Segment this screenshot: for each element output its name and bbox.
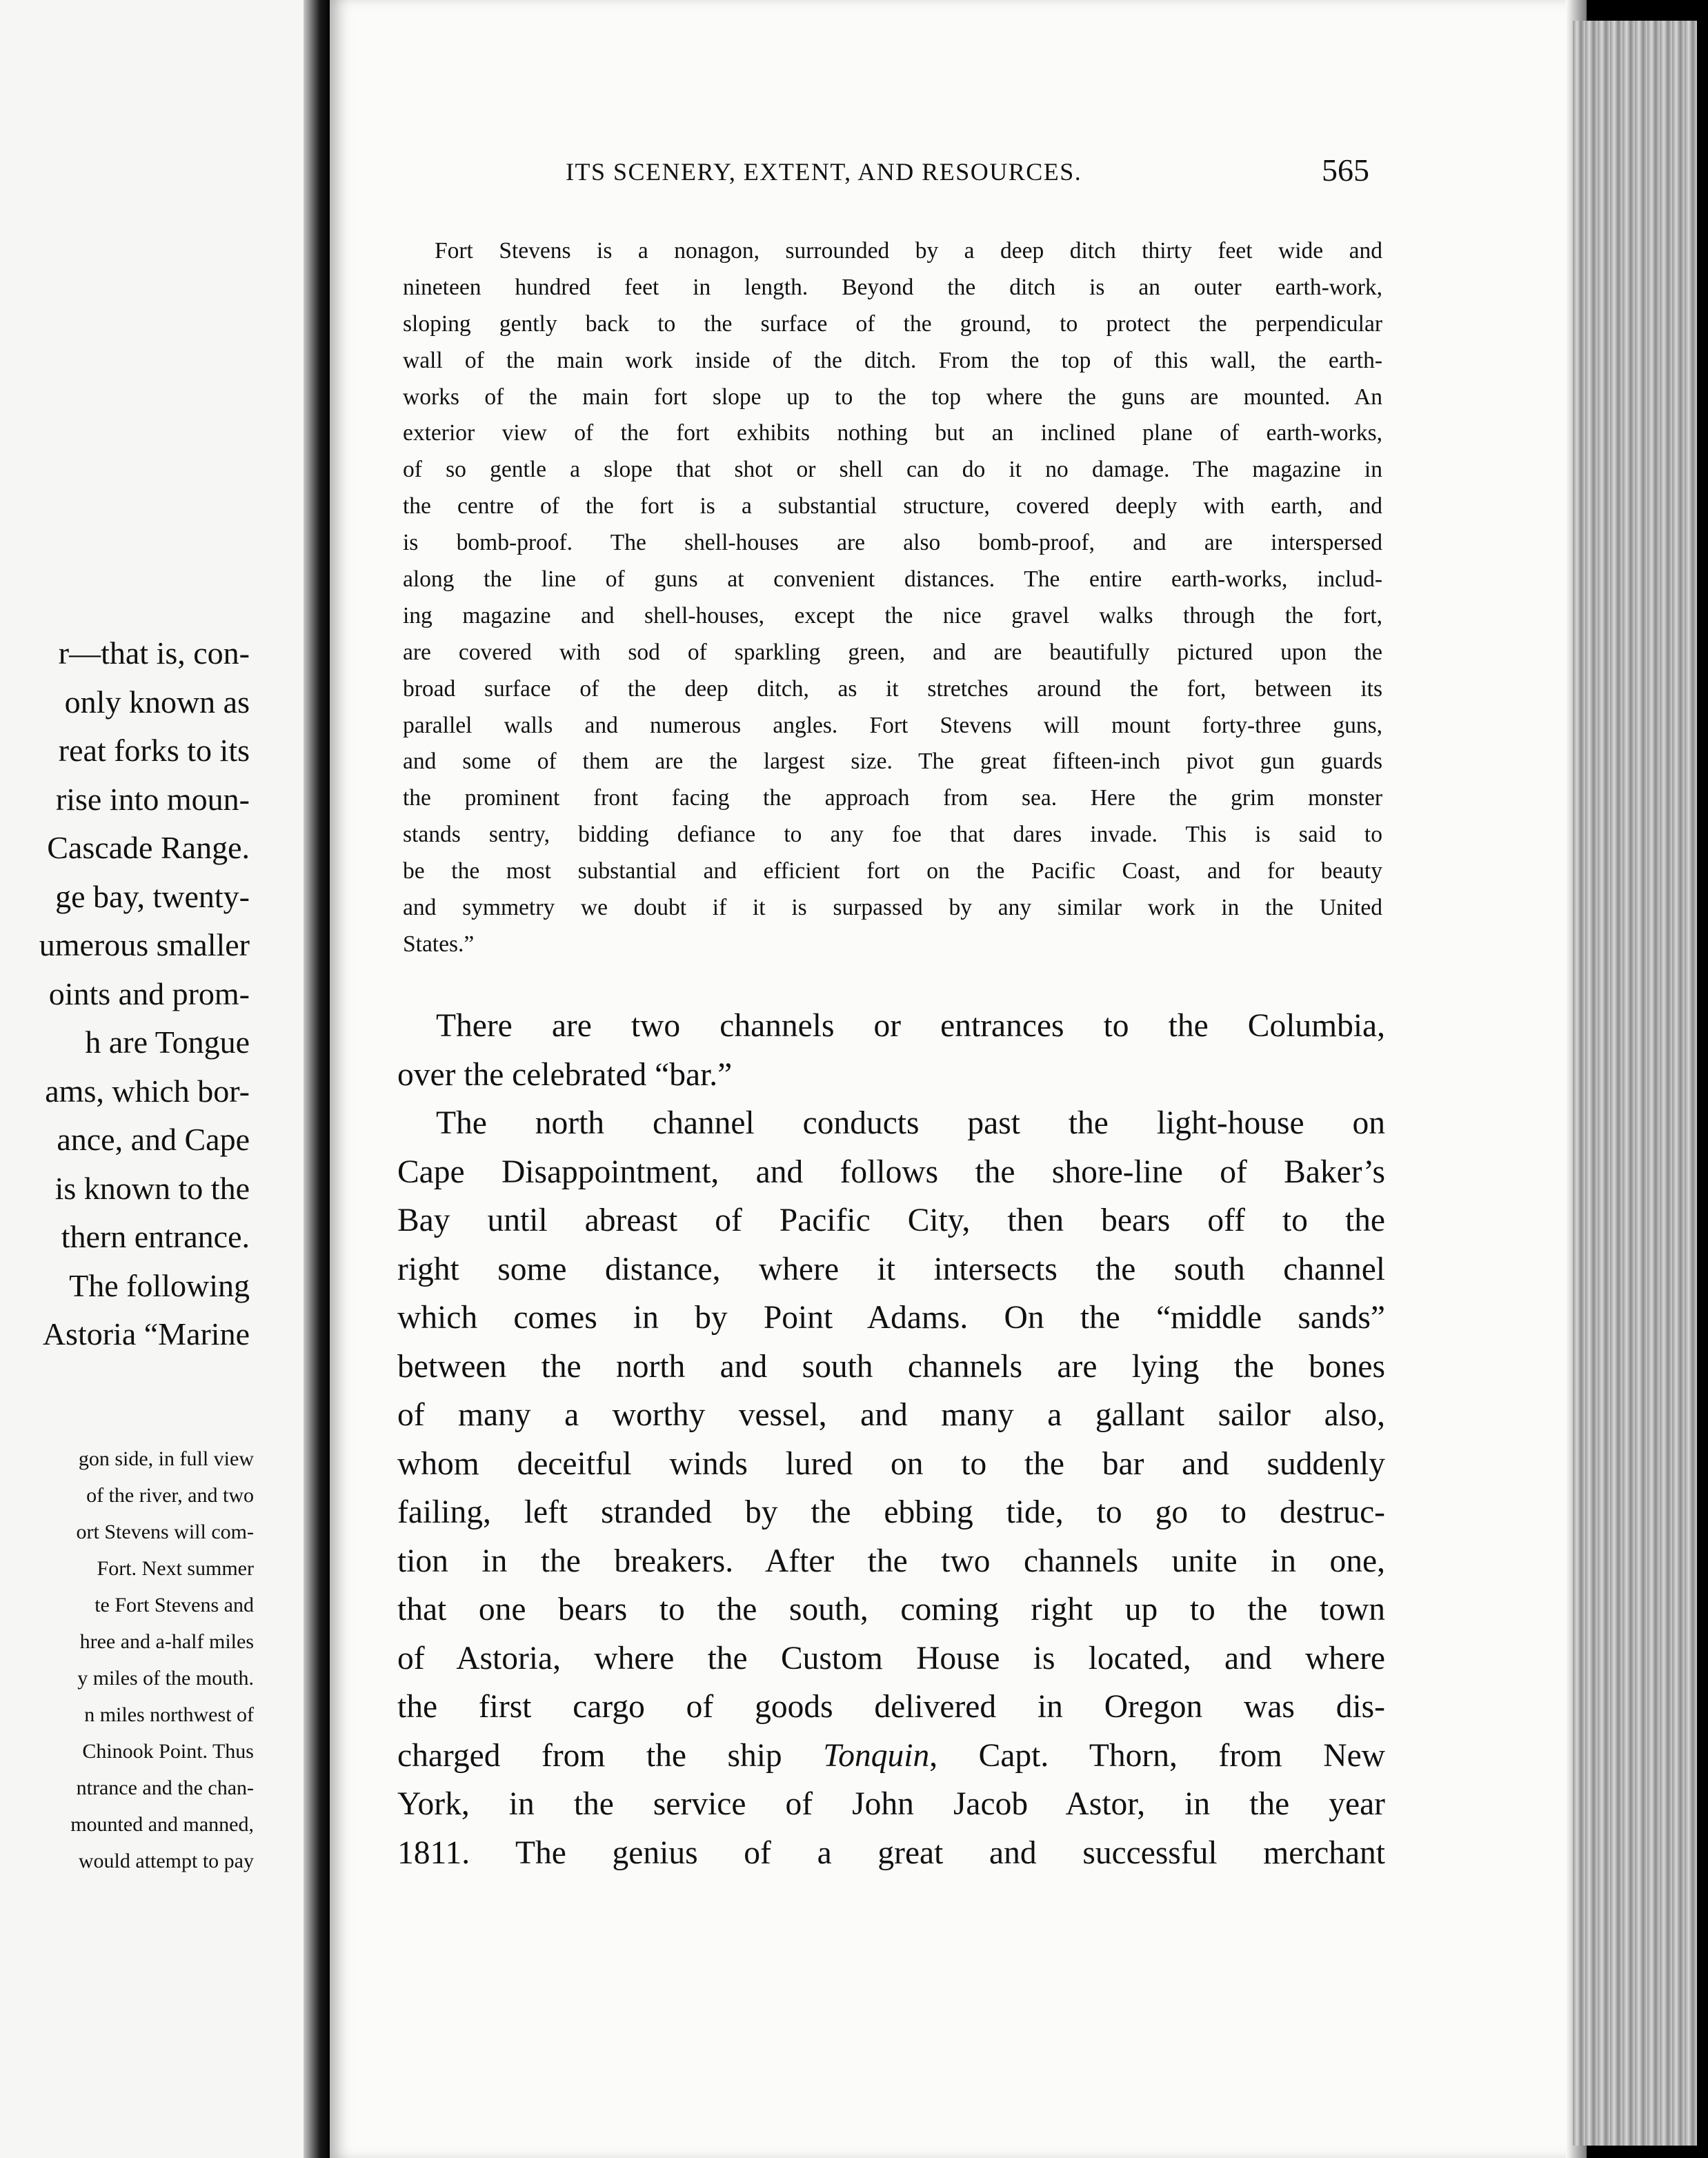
quote-line: exterior view of the fort exhibits nothing but an inclined plane of earth-works,: [403, 420, 1382, 446]
quote-line: be the most substantial and efficient fort on the Pacific Coast, and for beauty: [403, 858, 1382, 884]
body-text: [397, 1002, 1385, 1877]
ship-line-after: , Capt. Thorn, from New: [929, 1737, 1385, 1774]
left-line: rise into moun-: [55, 781, 250, 817]
page-number: 565: [1322, 152, 1369, 188]
left-page-body-text: [39, 629, 250, 1359]
quote-line: States.”: [403, 931, 475, 957]
body-line: right some distance, where it intersects the south channel: [397, 1251, 1385, 1287]
quote-line: of so gentle a slope that shot or shell can do it no damage. The magazine in: [403, 457, 1382, 483]
left-line: h are Tongue: [85, 1024, 250, 1060]
left-line: Astoria “Marine: [42, 1316, 250, 1352]
left-line: ance, and Cape: [57, 1122, 250, 1157]
left-line: is known to the: [54, 1170, 250, 1206]
quote-line: and some of them are the largest size. The great fifteen-inch pivot gun guards: [403, 749, 1382, 775]
quote-line: stands sentry, bidding defiance to any foe that dares invade. This is said to: [403, 822, 1382, 848]
body-line: over the celebrated “bar.”: [397, 1056, 733, 1093]
running-head: ITS SCENERY, EXTENT, AND RESOURCES.: [566, 158, 1082, 186]
body-line: tion in the breakers. After the two channels unite in one,: [397, 1543, 1385, 1579]
left-line: reat forks to its: [58, 733, 250, 768]
left-small-line: ort Stevens will com-: [76, 1521, 254, 1543]
quote-line: broad surface of the deep ditch, as it stretches around the fort, between its: [403, 675, 1382, 702]
left-small-line: hree and a-half miles: [79, 1630, 254, 1653]
left-line: ams, which bor-: [45, 1073, 250, 1109]
page-stack-edge: [1573, 21, 1697, 2146]
ship-line-before: charged from the ship: [397, 1737, 824, 1774]
left-line: umerous smaller: [39, 927, 250, 962]
body-line: failing, left stranded by the ebbing tide, to go to destruc-: [397, 1494, 1385, 1530]
quote-line: wall of the main work inside of the ditch. From the top of this wall, the earth-: [403, 347, 1382, 373]
left-small-line: te Fort Stevens and: [95, 1594, 254, 1616]
book-gutter: [304, 0, 331, 2158]
quote-line: is bomb-proof. The shell-houses are also bomb-proof, and are interspersed: [403, 530, 1382, 556]
left-page-footnote-text: [70, 1441, 254, 1879]
left-line: Cascade Range.: [47, 830, 250, 865]
quoted-passage: [403, 233, 1382, 963]
left-small-line: of the river, and two: [86, 1484, 254, 1507]
body-line: whom deceitful winds lured on to the bar and suddenly: [397, 1445, 1385, 1482]
body-line: 1811. The genius of a great and successful merchant: [397, 1834, 1385, 1871]
quote-line: the centre of the fort is a substantial structure, covered deeply with earth, and: [403, 493, 1382, 519]
quote-line: along the line of guns at convenient distances. The entire earth-works, includ-: [403, 566, 1382, 593]
quote-line: the prominent front facing the approach from sea. Here the grim monster: [403, 785, 1382, 811]
left-line: thern entrance.: [61, 1219, 250, 1254]
left-line: only known as: [64, 684, 250, 720]
body-line: of Astoria, where the Custom House is located, and where: [397, 1640, 1385, 1676]
left-small-line: y miles of the mouth.: [77, 1667, 254, 1690]
body-line: Bay until abreast of Pacific City, then bears off to the: [397, 1202, 1385, 1238]
body-line: There are two channels or entrances to the Columbia,: [436, 1008, 1385, 1044]
left-small-line: gon side, in full view: [78, 1447, 254, 1470]
quote-line: Fort Stevens is a nonagon, surrounded by a deep ditch thirty feet wide and: [435, 238, 1382, 264]
left-small-line: Chinook Point. Thus: [82, 1740, 254, 1763]
body-line-ship: [397, 1732, 1385, 1781]
quote-line: are covered with sod of sparkling green, and are beautifully pictured upon the: [403, 639, 1382, 665]
left-small-line: mounted and manned,: [70, 1813, 254, 1836]
body-line: Cape Disappointment, and follows the shore-line of Baker’s: [397, 1154, 1385, 1190]
body-line: of many a worthy vessel, and many a gallant sailor also,: [397, 1397, 1385, 1433]
quote-line: nineteen hundred feet in length. Beyond the ditch is an outer earth-work,: [403, 274, 1382, 300]
quote-line: and symmetry we doubt if it is surpassed by any similar work in the United: [403, 895, 1382, 921]
body-line: the first cargo of goods delivered in Oregon was dis-: [397, 1689, 1385, 1725]
left-line: ge bay, twenty-: [55, 878, 250, 914]
body-line: that one bears to the south, coming right up to the town: [397, 1592, 1385, 1627]
left-page-fragment: [0, 0, 310, 2158]
left-line: The following: [69, 1267, 250, 1303]
ship-name: Tonquin: [823, 1737, 930, 1774]
quote-line: sloping gently back to the surface of the ground, to protect the perpendicular: [403, 310, 1382, 337]
left-small-line: would attempt to pay: [78, 1850, 254, 1872]
quote-line: ing magazine and shell-houses, except the nice gravel walks through the fort,: [403, 602, 1382, 628]
left-small-line: n miles northwest of: [84, 1703, 254, 1726]
body-line: The north channel conducts past the light-house on: [436, 1105, 1385, 1141]
body-line: which comes in by Point Adams. On the “middle sands”: [397, 1300, 1385, 1336]
left-small-line: ntrance and the chan-: [76, 1776, 254, 1799]
left-line: r—that is, con-: [58, 635, 250, 671]
body-line: between the north and south channels are lying the bones: [397, 1348, 1385, 1385]
quote-line: parallel walls and numerous angles. Fort Stevens will mount forty-three guns,: [403, 712, 1382, 738]
left-small-line: Fort. Next summer: [97, 1557, 254, 1580]
body-line: York, in the service of John Jacob Astor, in the year: [397, 1786, 1385, 1822]
quote-line: works of the main fort slope up to the top where the guns are mounted. An: [403, 384, 1382, 410]
left-line: oints and prom-: [48, 976, 250, 1011]
